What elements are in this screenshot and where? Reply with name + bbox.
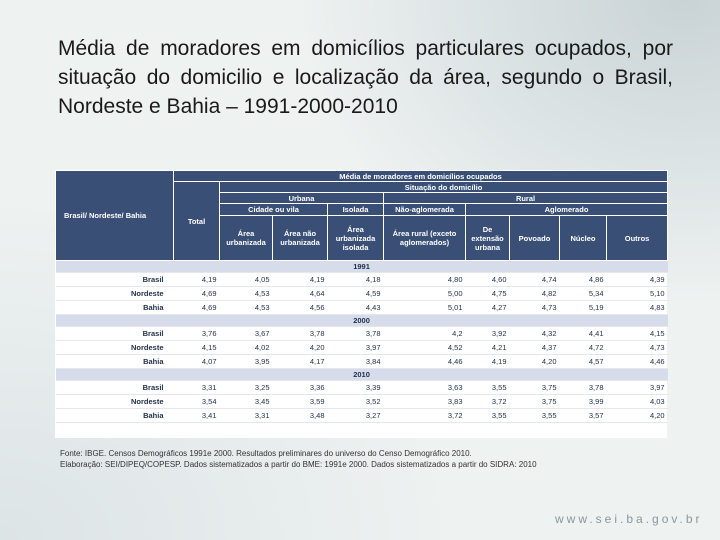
table-cell: 3,36 [273,381,328,395]
slide-title: Média de moradores em domicílios particulares ocupados, por situação do domicilio e localização da área, segundo o Brasil, Nordeste e Bahia – 1991-2000-2010 [58,37,673,118]
table-cell: 4,80 [384,273,466,287]
table-cell: 3,39 [328,381,384,395]
table-cell: 4,43 [328,301,384,315]
table-cell: 4,05 [220,273,273,287]
header-nao-aglomerada: Não-aglomerada [384,204,466,216]
table-header [56,171,668,261]
table-cell: 5,00 [384,287,466,301]
table-cell: 3,97 [328,341,384,355]
table-cell: 4,37 [510,341,560,355]
table-cell: 4,15 [174,341,220,355]
table-cell: 3,83 [384,395,466,409]
table-cell: 4,53 [220,287,273,301]
table-cell: 4,46 [384,355,466,369]
table-cell: 3,99 [560,395,607,409]
table-cell: 3,75 [510,395,560,409]
table-row [56,301,668,315]
table-cell: 4,19 [174,273,220,287]
table-cell: 4,56 [273,301,328,315]
header-situacao: Situação do domicílio [220,182,668,193]
table-cell: 4,20 [510,355,560,369]
header-col-area-nao-urbanizada: Área não urbanizada [273,216,328,261]
table-cell: 3,41 [174,409,220,423]
table-cell: 4,59 [328,287,384,301]
header-group: Média de moradores em domicílios ocupados [174,171,668,182]
year-row [56,261,668,273]
table-row [56,381,668,395]
table-cell: 4,69 [174,301,220,315]
table-cell: 5,10 [607,287,668,301]
table-cell: 3,63 [384,381,466,395]
table-cell: 4,53 [220,301,273,315]
header-col-area-urbanizada: Área urbanizada [220,216,273,261]
row-name: Bahia [56,355,174,369]
table-cell: 3,31 [220,409,273,423]
elaboration-line: Elaboração: SEI/DIPEQ/COPESP. Dados sistematizados a partir do BME: 1991e 2000. Dados sistematizados a partir do SIDRA: 2010 [60,460,537,469]
table-cell: 3,59 [273,395,328,409]
table-cell: 4,69 [174,287,220,301]
table-cell: 4,19 [273,273,328,287]
table-cell: 3,54 [174,395,220,409]
header-urbana: Urbana [220,193,384,204]
table-cell: 4,39 [607,273,668,287]
header-col-outros: Outros [607,216,668,261]
header-isolada: Isolada [328,204,384,216]
header-total: Total [174,182,220,261]
table-row [56,327,668,341]
data-table [55,170,668,423]
data-table-panel [55,170,667,438]
table-cell: 4,46 [607,355,668,369]
header-col-nucleo: Núcleo [560,216,607,261]
year-row [56,315,668,327]
row-name: Nordeste [56,395,174,409]
row-name: Nordeste [56,341,174,355]
header-col-extensao-urbana: De extensão urbana [466,216,510,261]
table-cell: 4,15 [607,327,668,341]
table-cell: 4,74 [510,273,560,287]
table-cell: 4,20 [607,409,668,423]
table-cell: 3,55 [466,381,510,395]
table-row [56,409,668,423]
row-name: Bahia [56,301,174,315]
table-row [56,395,668,409]
table-row [56,287,668,301]
table-cell: 3,95 [220,355,273,369]
table-cell: 4,20 [273,341,328,355]
table-cell: 4,82 [510,287,560,301]
table-cell: 5,19 [560,301,607,315]
table-cell: 4,19 [466,355,510,369]
table-cell: 3,72 [384,409,466,423]
table-cell: 3,72 [466,395,510,409]
table-cell: 3,25 [220,381,273,395]
table-cell: 4,64 [273,287,328,301]
year-row [56,369,668,381]
header-cidade-vila: Cidade ou vila [220,204,328,216]
table-row [56,273,668,287]
table-cell: 4,73 [607,341,668,355]
row-name: Brasil [56,273,174,287]
table-cell: 4,27 [466,301,510,315]
source-note [60,448,680,470]
table-cell: 3,75 [510,381,560,395]
table-cell: 3,78 [273,327,328,341]
table-cell: 4,32 [510,327,560,341]
year-label: 2000 [56,315,668,327]
table-cell: 4,83 [607,301,668,315]
table-cell: 5,34 [560,287,607,301]
header-aglomerado: Aglomerado [466,204,668,216]
row-name: Brasil [56,381,174,395]
footer-url: www.sei.ba.gov.br [555,512,703,526]
table-cell: 4,73 [510,301,560,315]
year-label: 2010 [56,369,668,381]
table-cell: 3,45 [220,395,273,409]
table-cell: 3,97 [607,381,668,395]
table-cell: 5,01 [384,301,466,315]
header-rural: Rural [384,193,668,204]
table-cell: 4,07 [174,355,220,369]
table-cell: 3,55 [466,409,510,423]
table-cell: 4,41 [560,327,607,341]
table-cell: 3,92 [466,327,510,341]
table-cell: 4,02 [220,341,273,355]
row-name: Nordeste [56,287,174,301]
table-cell: 3,76 [174,327,220,341]
table-cell: 3,84 [328,355,384,369]
table-cell: 4,17 [273,355,328,369]
table-cell: 3,78 [560,381,607,395]
table-row [56,341,668,355]
header-row-label: Brasil/ Nordeste/ Bahia [56,171,174,261]
table-cell: 4,52 [384,341,466,355]
table-cell: 4,72 [560,341,607,355]
header-col-area-rural: Área rural (exceto aglomerados) [384,216,466,261]
table-cell: 3,27 [328,409,384,423]
table-row [56,355,668,369]
header-col-area-urbanizada-isolada: Área urbanizada isolada [328,216,384,261]
table-cell: 4,86 [560,273,607,287]
table-cell: 3,31 [174,381,220,395]
table-body [56,261,668,423]
table-cell: 4,03 [607,395,668,409]
table-cell: 3,67 [220,327,273,341]
year-label: 1991 [56,261,668,273]
row-name: Bahia [56,409,174,423]
header-col-povoado: Povoado [510,216,560,261]
table-cell: 4,60 [466,273,510,287]
table-cell: 4,75 [466,287,510,301]
table-cell: 3,78 [328,327,384,341]
table-cell: 4,18 [328,273,384,287]
table-cell: 3,52 [328,395,384,409]
table-cell: 4,21 [466,341,510,355]
row-name: Brasil [56,327,174,341]
table-cell: 4,57 [560,355,607,369]
source-line: Fonte: IBGE. Censos Demográficos 1991e 2000. Resultados preliminares do universo do Censo Demográfico 2010. [60,449,472,458]
table-cell: 4,2 [384,327,466,341]
table-cell: 3,48 [273,409,328,423]
table-cell: 3,55 [510,409,560,423]
table-cell: 3,57 [560,409,607,423]
